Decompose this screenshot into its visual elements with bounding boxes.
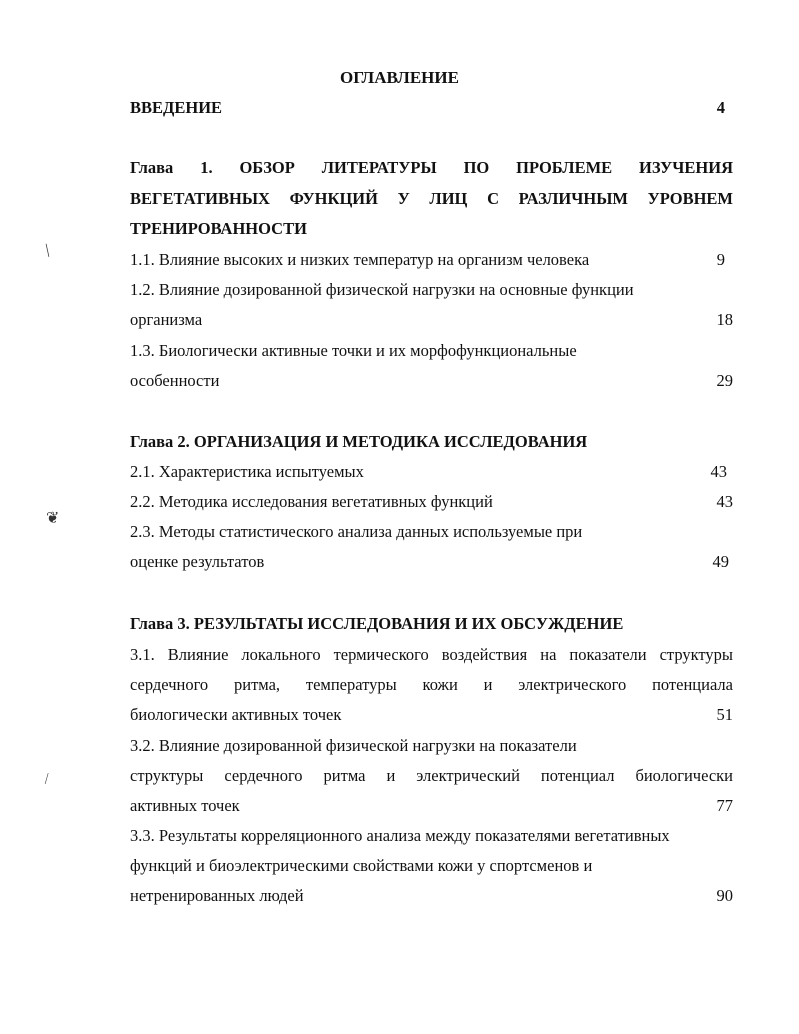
toc-entry-text: особенности <box>130 371 220 390</box>
toc-entry-text: активных точек <box>130 796 240 815</box>
toc-entry-1-2 <box>130 310 733 330</box>
toc-entry-2-3-line-1: 2.3. Методы статистического анализа данных используемые при <box>130 522 583 541</box>
chapter-1-heading-line-1: Глава 1. ОБЗОР ЛИТЕРАТУРЫ ПО ПРОБЛЕМЕ ИЗУЧЕНИЯ <box>130 158 733 177</box>
toc-entry-text: организма <box>130 310 203 329</box>
toc-page-number: 29 <box>716 371 733 390</box>
toc-entry-2-1 <box>130 462 733 482</box>
toc-page-number: 43 <box>716 492 733 511</box>
toc-page-number: 4 <box>716 98 725 117</box>
chapter-3-heading: Глава 3. РЕЗУЛЬТАТЫ ИССЛЕДОВАНИЯ И ИХ ОБСУЖДЕНИЕ <box>130 614 624 633</box>
toc-entry-text: биологически активных точек <box>130 705 342 724</box>
toc-entry-1-2-line-1: 1.2. Влияние дозированной физической нагрузки на основные функции <box>130 280 634 299</box>
scan-mark: ∕ <box>43 772 51 787</box>
toc-entry-3-1-line-1: 3.1. Влияние локального термического воздействия на показатели структуры <box>130 645 733 664</box>
chapter-2-heading: Глава 2. ОРГАНИЗАЦИЯ И МЕТОДИКА ИССЛЕДОВАНИЯ <box>130 432 588 451</box>
toc-intro-label: ВВЕДЕНИЕ <box>130 98 223 117</box>
toc-page-number: 49 <box>712 552 729 571</box>
toc-entry-3-1 <box>130 705 733 725</box>
toc-entry-3-3-line-1: 3.3. Результаты корреляционного анализа между показателями вегетативных <box>130 826 670 845</box>
toc-entry-3-2-line-2: структуры сердечного ритма и электрический потенциал биологически <box>130 766 733 785</box>
chapter-1-heading-line-2: ВЕГЕТАТИВНЫХ ФУНКЦИЙ У ЛИЦ С РАЗЛИЧНЫМ УРОВНЕМ <box>130 189 733 208</box>
toc-entry-3-2-line-1: 3.2. Влияние дозированной физической нагрузки на показатели <box>130 736 577 755</box>
toc-entry-text: 2.1. Характеристика испытуемых <box>130 462 364 481</box>
toc-entry-text: 2.2. Методика исследования вегетативных функций <box>130 492 493 511</box>
toc-entry-3-3 <box>130 886 733 906</box>
toc-page-number: 51 <box>716 705 733 724</box>
toc-entry-2-2 <box>130 492 733 512</box>
toc-page-number: 77 <box>716 796 733 815</box>
chapter-1-heading-line-3: ТРЕНИРОВАННОСТИ <box>130 219 307 238</box>
scan-mark: ⧸ <box>42 243 54 260</box>
toc-entry-1-3 <box>130 371 733 391</box>
toc-entry-text: нетренированных людей <box>130 886 304 905</box>
toc-page-number: 90 <box>716 886 733 905</box>
scan-mark: ❦ <box>46 510 60 527</box>
toc-entry-3-3-line-2: функций и биоэлектрическими свойствами кожи у спортсменов и <box>130 856 593 875</box>
toc-page-number: 9 <box>716 250 725 269</box>
toc-page-number: 43 <box>710 462 727 481</box>
toc-title: ОГЛАВЛЕНИЕ <box>340 68 459 87</box>
toc-entry-text: оценке результатов <box>130 552 265 571</box>
toc-page-number: 18 <box>716 310 733 329</box>
toc-entry-1-1 <box>130 250 733 270</box>
toc-entry-3-1-line-2: сердечного ритма, температуры кожи и электрического потенциала <box>130 675 733 694</box>
toc-entry-1-3-line-1: 1.3. Биологически активные точки и их морфофункциональные <box>130 341 577 360</box>
toc-entry-text: 1.1. Влияние высоких и низких температур на организм человека <box>130 250 590 269</box>
toc-intro <box>130 98 733 118</box>
toc-entry-2-3 <box>130 552 733 572</box>
toc-entry-3-2 <box>130 796 733 816</box>
